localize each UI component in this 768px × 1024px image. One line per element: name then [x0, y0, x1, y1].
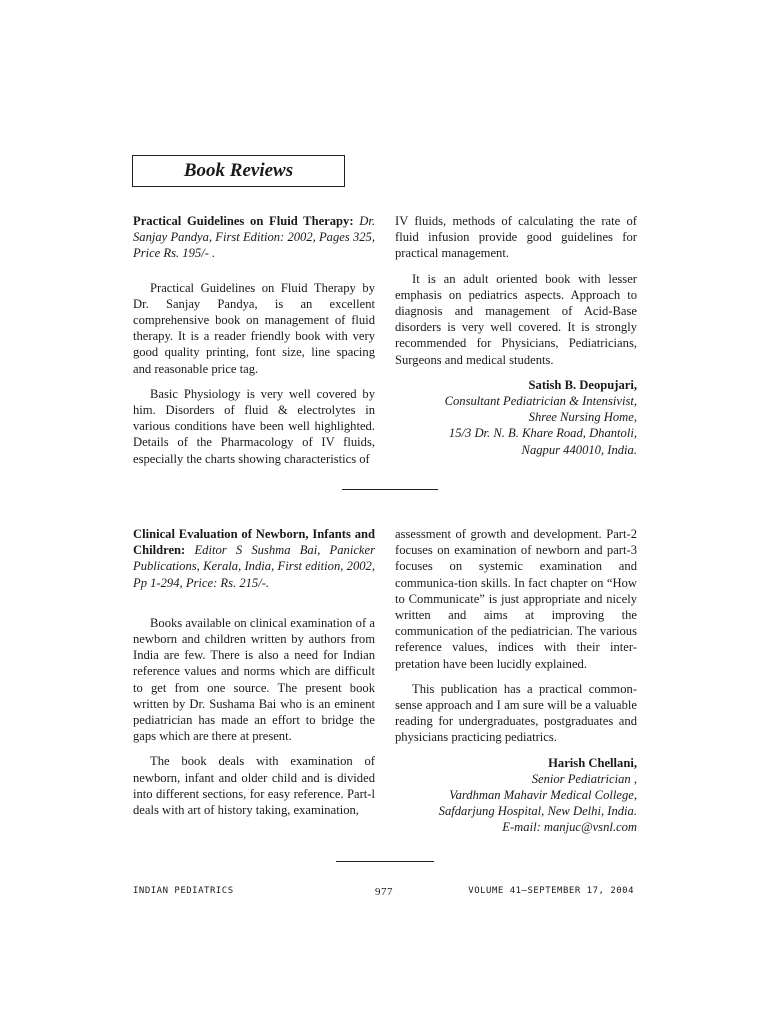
- review2-paragraph: assessment of growth and development. Part-2 focuses on examination of newborn and part-3 focuses on systemic examination and communica-tion skills. In fact chapter on “How to Communicate” is just appropriate and nicely written and aims at improving the communication of the pediatrician. The various reference values, indices with their inter-pretation have been lucidly explained.: [395, 527, 637, 671]
- reviewer-name: Harish Chellani,: [548, 755, 637, 770]
- review1-reviewer-signature: [395, 377, 637, 458]
- reviewer-affiliation: Shree Nursing Home,: [528, 410, 637, 425]
- section-divider: [342, 489, 438, 490]
- reviewer-affiliation: Vardhman Mahavir Medical College,: [449, 788, 637, 803]
- review1-paragraph: Practical Guidelines on Fluid Therapy by Dr. Sanjay Pandya, is an excellent comprehensive book on management of fluid therapy. It is a reader friendly book with very good quality printing, font size, line spacing and reasonable price tag.: [133, 280, 375, 376]
- review1-paragraph: IV fluids, methods of calculating the rate of fluid infusion provide good guidelines for practical management.: [395, 214, 637, 261]
- review2-book-details: Editor S Sushma Bai, Panicker Publications, Kerala, India, First edition, 2002, Pp 1-294, Price: Rs. 215/-.: [133, 543, 375, 590]
- reviewer-address: 15/3 Dr. N. B. Khare Road, Dhantoli,: [448, 426, 637, 441]
- reviewer-address: Safdarjung Hospital, New Delhi, India.: [438, 804, 637, 819]
- review1-book-details: Dr. Sanjay Pandya, First Edition: 2002, Pages 325, Price Rs. 195/- .: [133, 214, 376, 261]
- section-divider: [336, 861, 434, 862]
- review2-paragraph: This publication has a practical common-sense approach and I am sure will be a valuable reading for undergraduates, postgraduates and physicians practicing pediatrics.: [395, 681, 637, 745]
- footer-journal-name: INDIAN PEDIATRICS: [133, 886, 234, 896]
- footer-issue-info: VOLUME 41—SEPTEMBER 17, 2004: [468, 886, 634, 896]
- review1-heading: [133, 213, 375, 262]
- review2-heading: [133, 526, 375, 591]
- review2-right-column: [395, 526, 637, 836]
- reviewer-name: Satish B. Deopujari,: [528, 377, 637, 392]
- reviewer-email: E-mail: manjuc@vsnl.com: [502, 820, 637, 835]
- review2-paragraph: Books available on clinical examination of a newborn and children written by authors from India are few. There is also a need for Indian reference values and norms which are difficult to get from one source. The present book written by Dr. Sushama Bai who is an eminent pediatrician has made an effort to bridge the gaps which are there at present.: [133, 615, 375, 744]
- reviewer-address: Nagpur 440010, India.: [521, 442, 637, 457]
- reviewer-affiliation: Senior Pediatrician ,: [531, 771, 637, 786]
- section-title: Book Reviews: [132, 155, 345, 187]
- review1-book-title: Practical Guidelines on Fluid Therapy:: [133, 214, 354, 228]
- review2-reviewer-signature: [395, 755, 637, 836]
- footer-page-number: 977: [375, 886, 393, 898]
- review2-left-column: [133, 526, 375, 818]
- review1-paragraph: It is an adult oriented book with lesser emphasis on pediatrics aspects. Approach to diagnosis and management of Acid-Base disorders is very well covered. It is strongly recommended for Physicians, Pediatricians, Surgeons and medical students.: [395, 271, 637, 367]
- review1-paragraph: Basic Physiology is very well covered by him. Disorders of fluid & electrolytes in various conditions have been well highlighted. Details of the Pharmacology of IV fluids, especially the charts showing characteristics of: [133, 386, 375, 466]
- review1-right-column: [395, 213, 637, 458]
- review2-book-title: Clinical Evaluation of Newborn, Infants and Children:: [133, 527, 375, 558]
- review1-left-column: [133, 213, 375, 467]
- reviewer-affiliation: Consultant Pediatrician & Intensivist,: [444, 394, 637, 409]
- review2-paragraph: The book deals with examination of newborn, infant and older child and is divided into different sections, for easy reference. Part-l deals with art of history taking, examination,: [133, 754, 375, 818]
